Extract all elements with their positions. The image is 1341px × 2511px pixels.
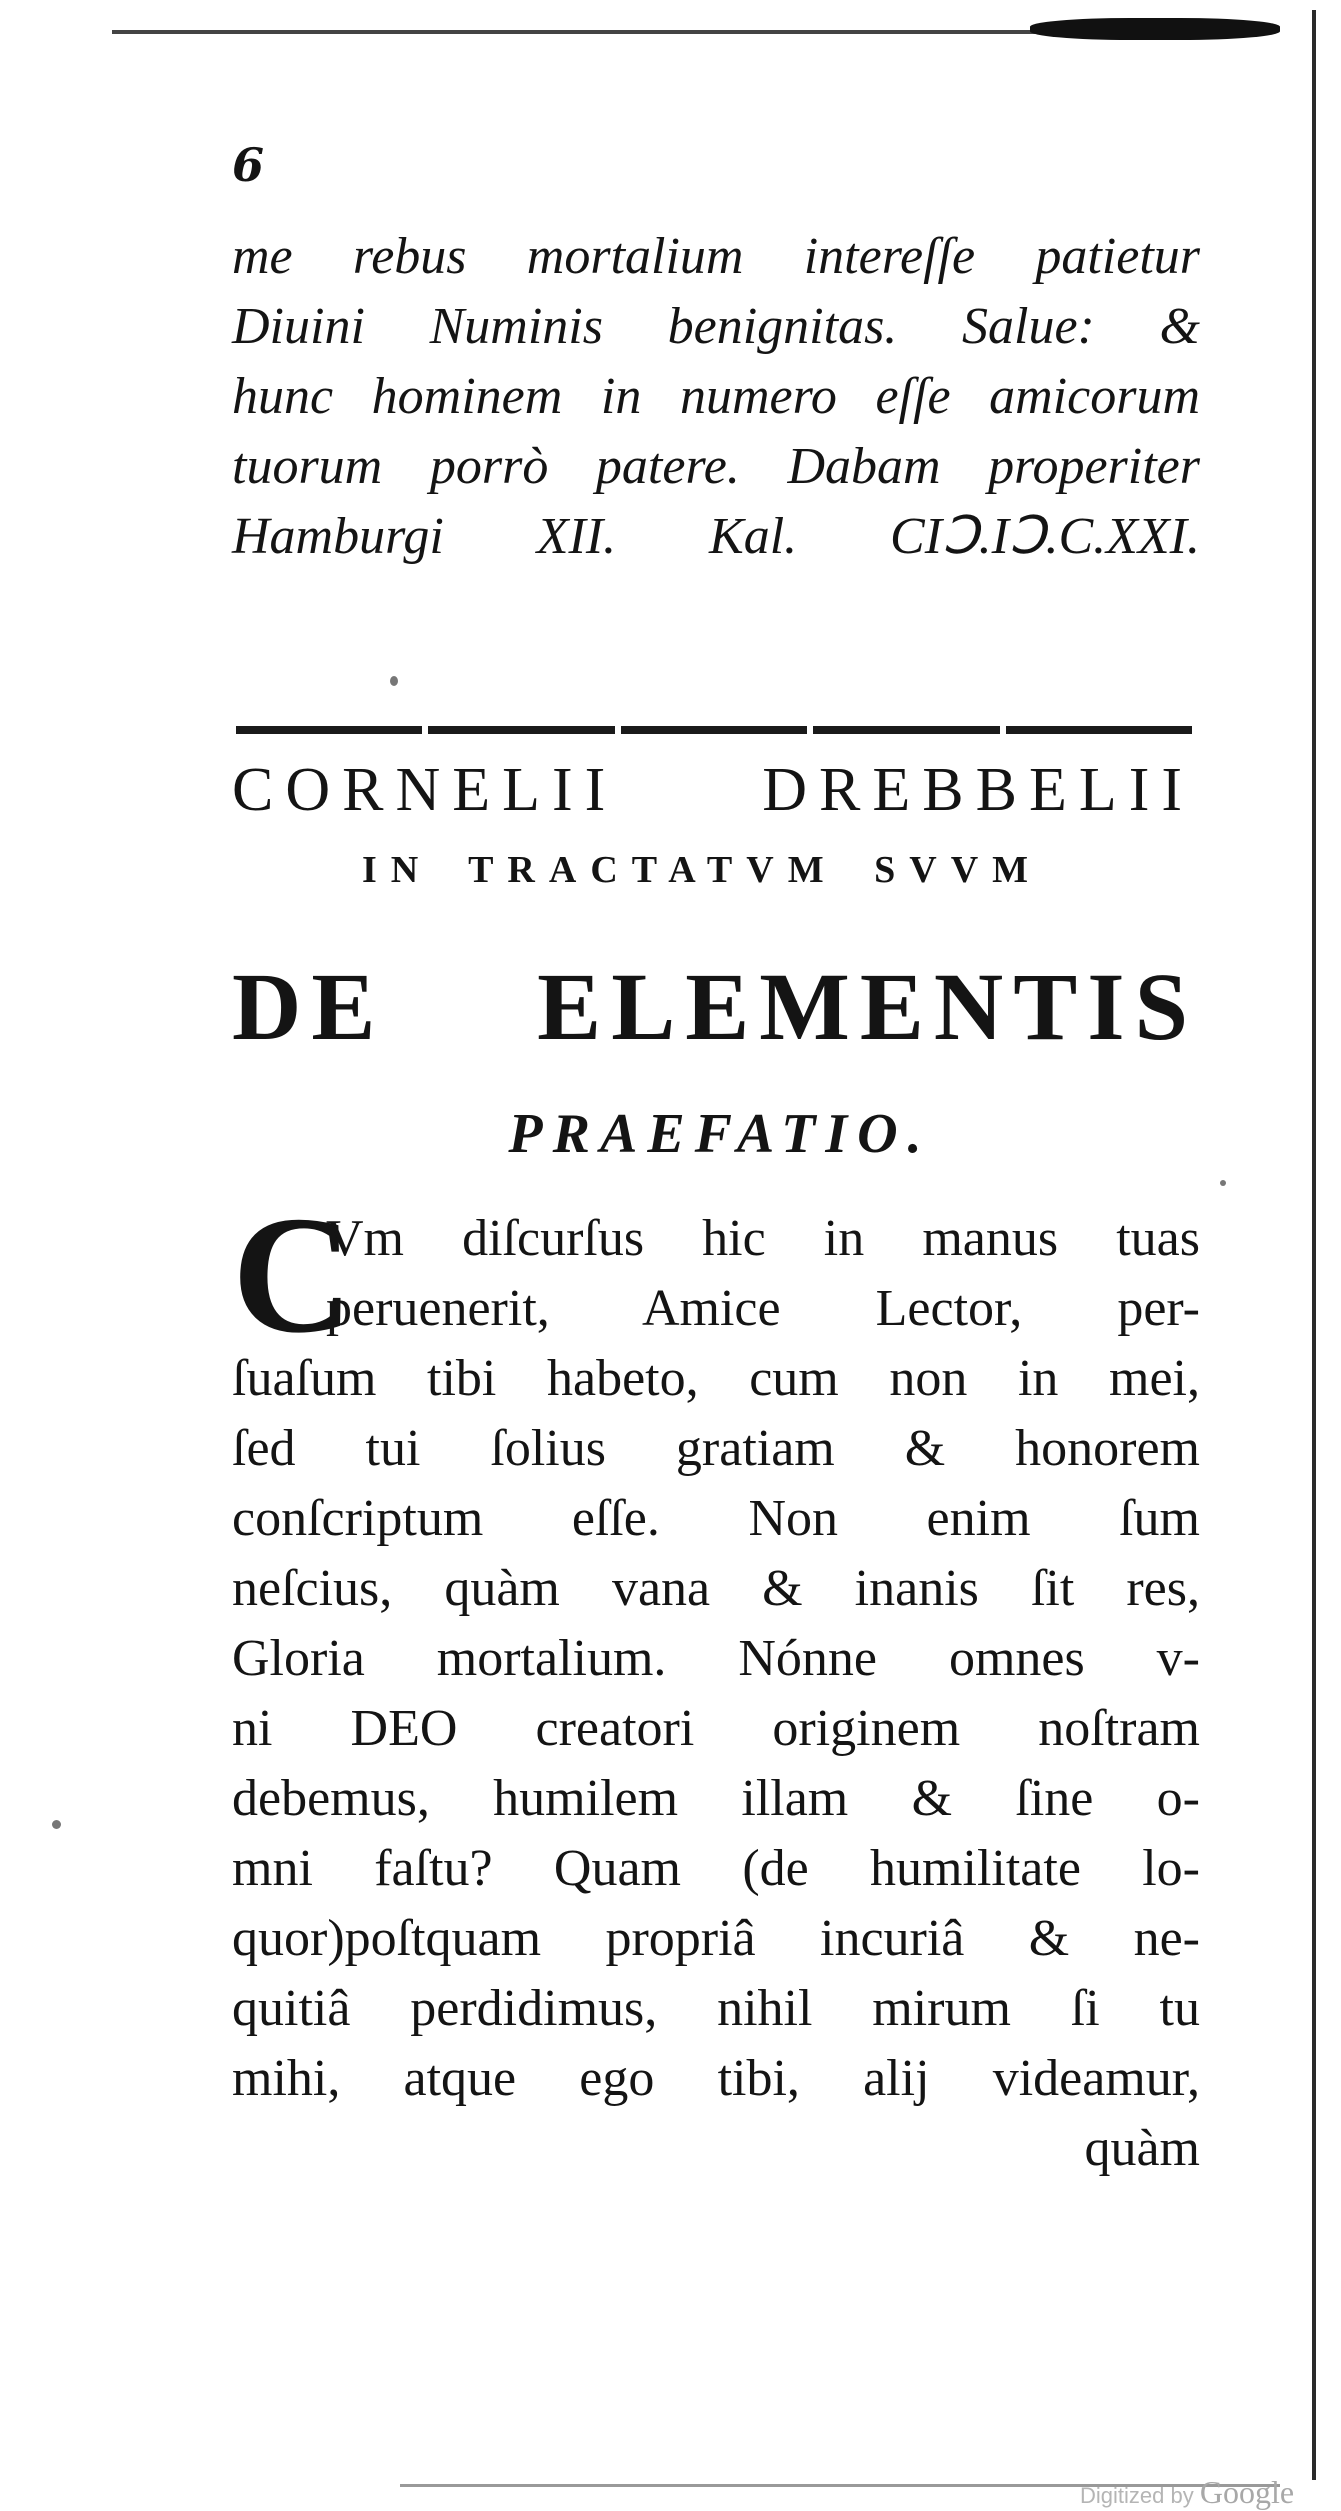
body-line: mni faſtu? Quam (de humilitate lo- xyxy=(232,1840,1200,1897)
letter-line: Diuini Numinis benignitas. Salue: & xyxy=(232,298,1200,355)
scan-speck xyxy=(390,676,398,686)
body-line: ni DEO creatori originem noſtram xyxy=(232,1700,1200,1757)
scan-speck xyxy=(52,1820,61,1829)
body-line: quitiâ perdidimus, nihil mirum ſi tu xyxy=(232,1980,1200,2037)
body-line: ſuaſum tibi habeto, cum non in mei, xyxy=(232,1350,1200,1407)
letter-closing xyxy=(232,222,1200,572)
body-line: Vm diſcurſus hic in manus tuas xyxy=(326,1210,1200,1267)
drop-cap: C xyxy=(232,1182,354,1368)
letter-line: me rebus mortalium intereſſe patietur xyxy=(232,228,1200,285)
google-logo: Google xyxy=(1199,2474,1295,2510)
body-line: debemus, humilem illam & ſine o- xyxy=(232,1770,1200,1827)
ornamental-rule xyxy=(236,726,1192,734)
scan-speck xyxy=(1220,1180,1226,1186)
body-line: Gloria mortalium. Nónne omnes v- xyxy=(232,1630,1200,1687)
author-heading: CORNELII DREBBELII xyxy=(232,756,1194,824)
watermark-prefix: Digitized by xyxy=(1080,2483,1194,2508)
subtitle-heading: IN TRACTATVM SVVM xyxy=(362,849,1042,891)
page-number: 6 xyxy=(232,138,265,192)
letter-line: hunc hominem in numero eſſe amicorum xyxy=(232,368,1200,425)
body-line: quor)poſtquam propriâ incuriâ & ne- xyxy=(232,1910,1200,1967)
digitized-watermark xyxy=(1080,2474,1294,2511)
body-line: conſcriptum eſſe. Non enim ſum xyxy=(232,1490,1200,1547)
preface-body xyxy=(232,1204,1200,2184)
letter-line: Hamburgi XII. Kal. CIↃ.IↃ.C.XXI. xyxy=(232,508,1200,565)
main-title: DE ELEMENTIS xyxy=(232,953,1198,1060)
body-line: neſcius, quàm vana & inanis ſit res, xyxy=(232,1560,1200,1617)
page-edge xyxy=(1312,10,1316,2480)
preface-heading: PRAEFATIO. xyxy=(508,1103,932,1165)
body-line: peruenerit, Amice Lector, per- xyxy=(326,1280,1200,1337)
body-line: mihi, atque ego tibi, alij videamur, xyxy=(232,2050,1200,2107)
letter-line: tuorum porrò patere. Dabam properiter xyxy=(232,438,1200,495)
body-line: ſed tui ſolius gratiam & honorem xyxy=(232,1420,1200,1477)
catchword: quàm xyxy=(1084,2120,1200,2177)
ink-smudge xyxy=(1030,18,1280,40)
